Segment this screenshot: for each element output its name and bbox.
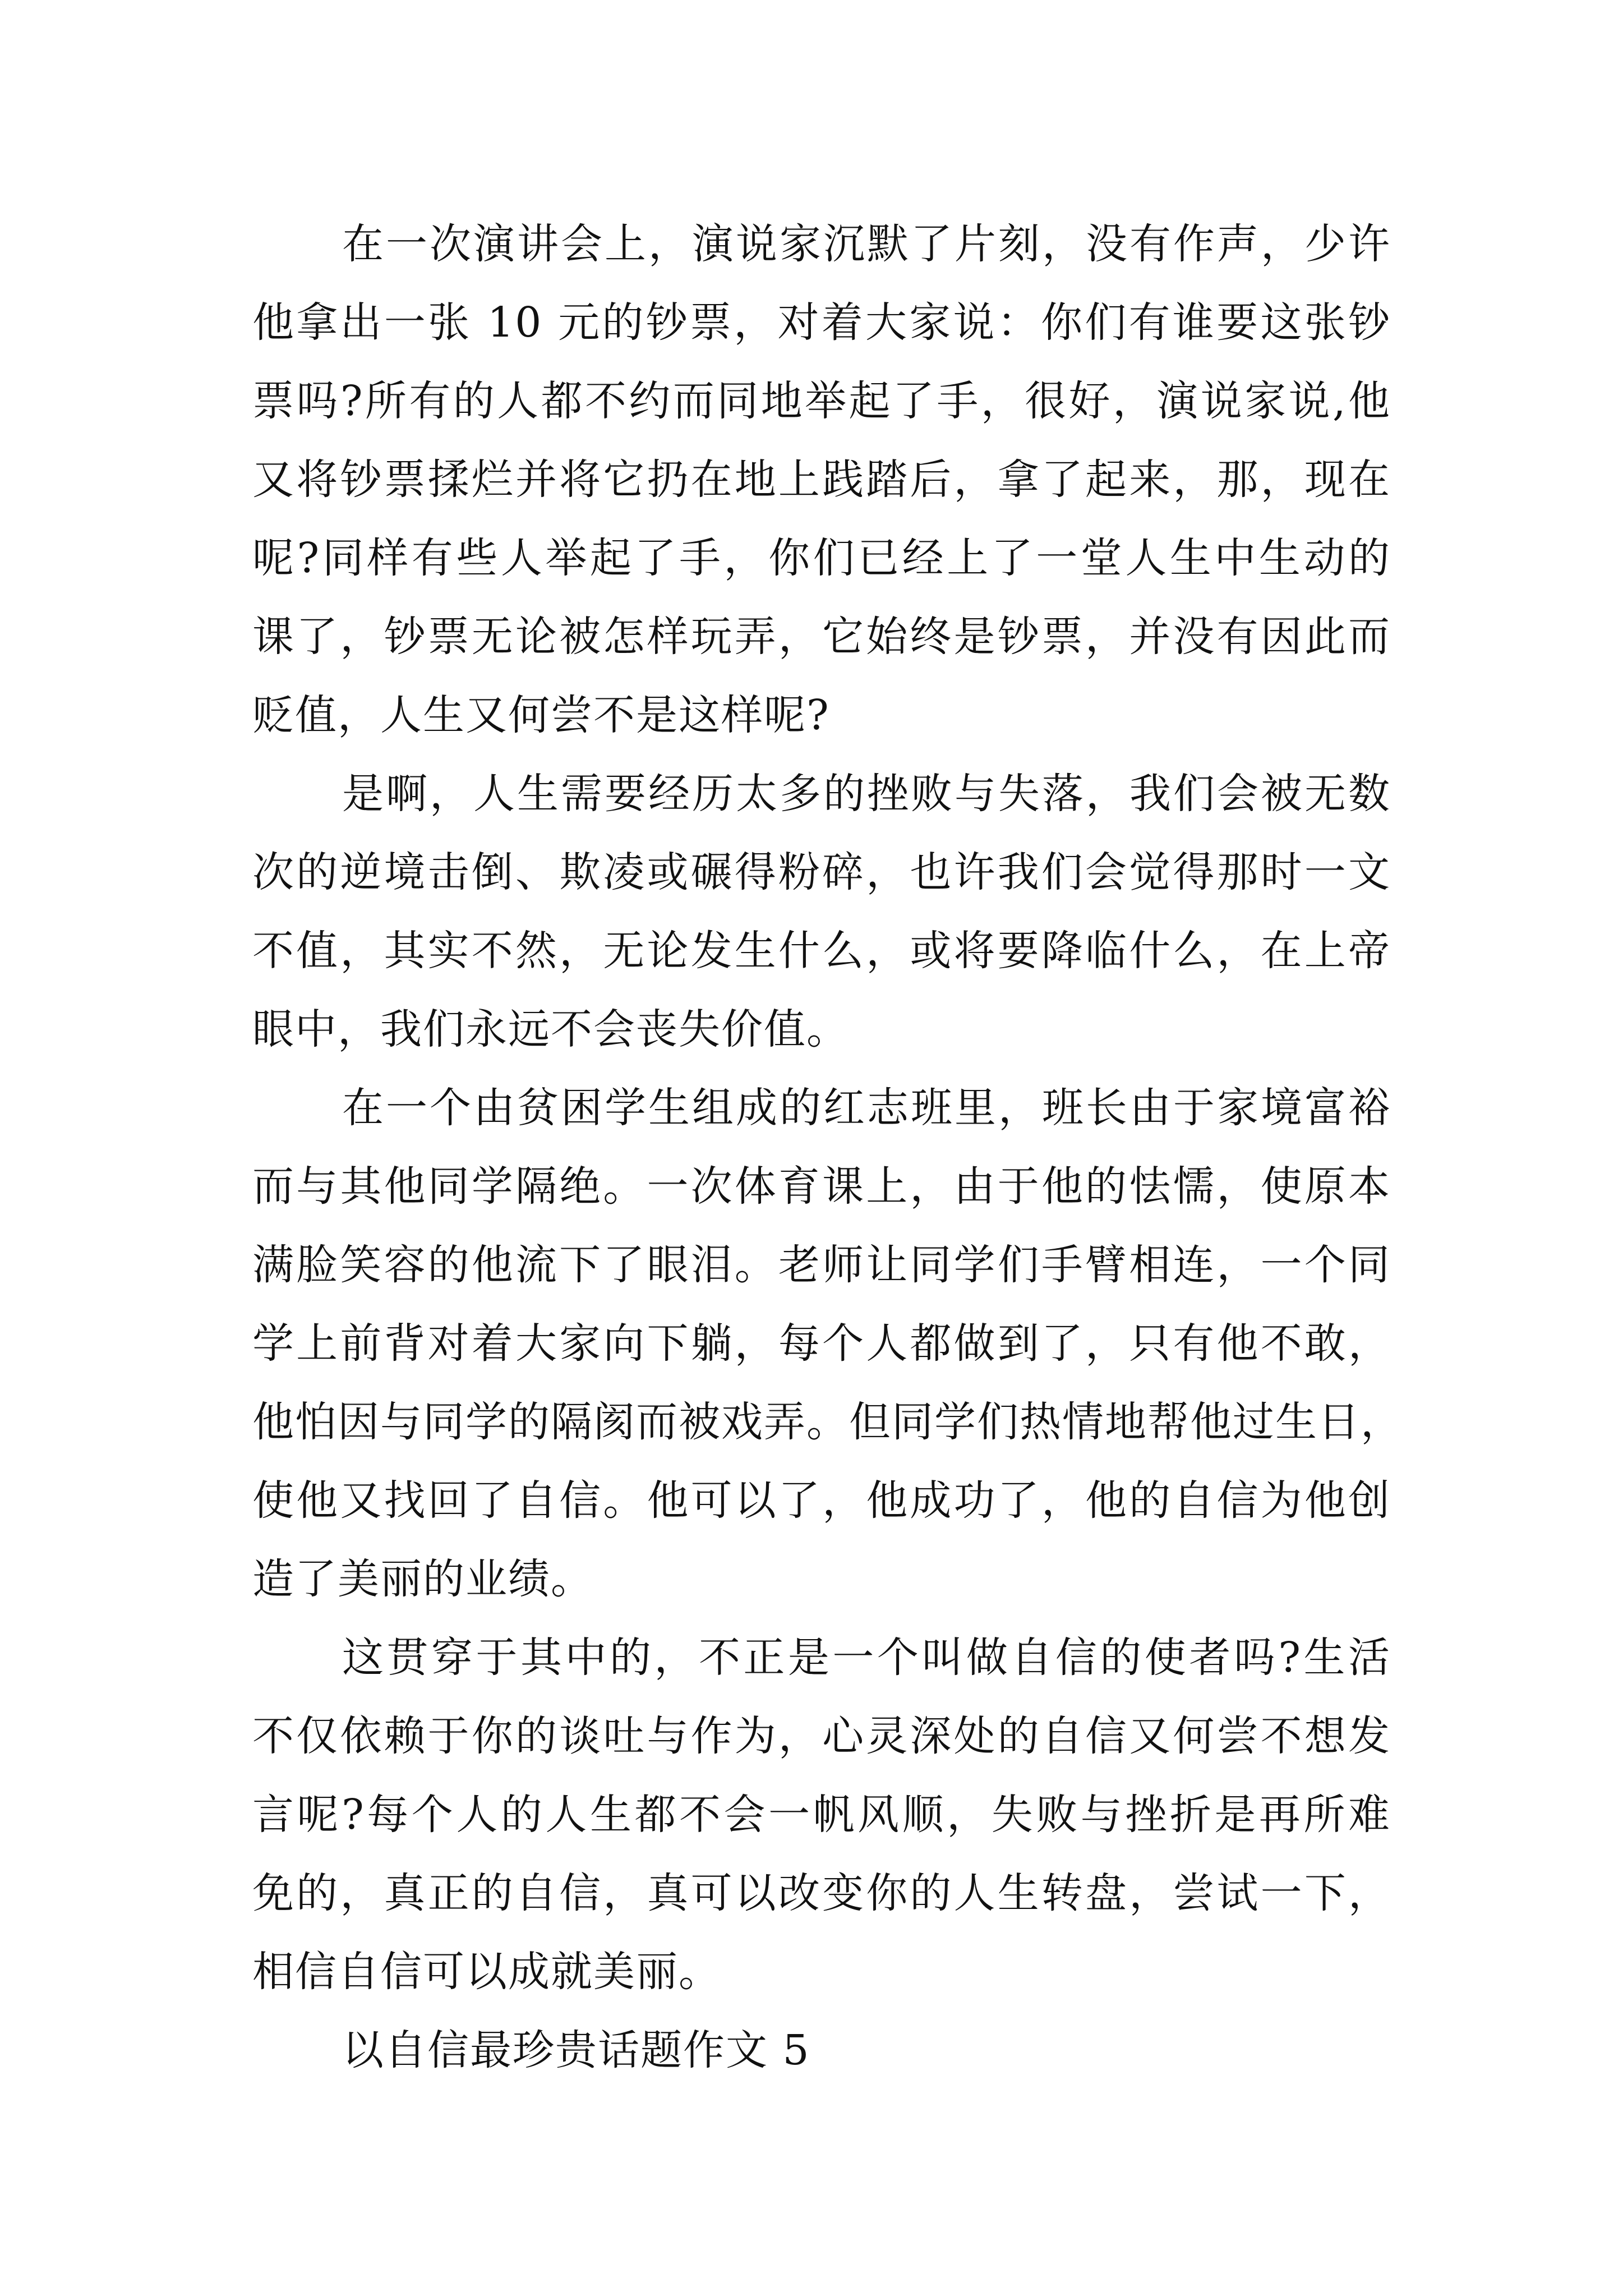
text-line: 满脸笑容的他流下了眼泪。老师让同学们手臂相连，一个同 [252,1241,1391,1289]
text-line: 使他又找回了自信。他可以了，他成功了，他的自信为他创 [252,1476,1391,1525]
text-line: 在一次演讲会上，演说家沉默了片刻，没有作声，少许 [342,220,1391,268]
text-line: 相信自信可以成就美丽。 [252,1948,721,1996]
text-line: 不值，其实不然，无论发生什么，或将要降临什么，在上帝 [252,927,1391,975]
text-line: 票吗?所有的人都不约而同地举起了手，很好，演说家说,他 [252,377,1391,425]
text-line: 不仅依赖于你的谈吐与作为，心灵深处的自信又何尝不想发 [252,1712,1391,1760]
section-title: 以自信最珍贵话题作文 5 [342,2026,810,2074]
text-line: 言呢?每个人的人生都不会一帆风顺，失败与挫折是再所难 [252,1791,1391,1839]
text-line: 他怕因与同学的隔阂而被戏弄。但同学们热情地帮他过生日， [252,1398,1403,1446]
text-line: 是啊，人生需要经历太多的挫败与失落，我们会被无数 [342,770,1391,818]
text-line: 他拿出一张 10 元的钞票，对着大家说：你们有谁要这张钞 [252,298,1391,347]
text-line: 眼中，我们永远不会丧失价值。 [252,1005,849,1053]
text-line: 在一个由贫困学生组成的红志班里，班长由于家境富裕 [342,1084,1391,1132]
text-line: 呢?同样有些人举起了手，你们已经上了一堂人生中生动的 [252,534,1391,582]
text-line: 贬值，人生又何尝不是这样呢? [252,691,830,739]
text-line: 次的逆境击倒、欺凌或碾得粉碎，也许我们会觉得那时一文 [252,848,1391,896]
text-line: 又将钞票揉烂并将它扔在地上践踏后，拿了起来，那，现在 [252,455,1391,504]
document-page [252,0,1403,2296]
text-line: 课了，钞票无论被怎样玩弄，它始终是钞票，并没有因此而 [252,613,1391,661]
text-line: 这贯穿于其中的，不正是一个叫做自信的使者吗?生活 [342,1634,1391,1682]
text-line: 而与其他同学隔绝。一次体育课上，由于他的怯懦，使原本 [252,1162,1391,1211]
text-line: 学上前背对着大家向下躺，每个人都做到了，只有他不敢， [252,1319,1391,1368]
text-line: 造了美丽的业绩。 [252,1555,593,1603]
text-line: 免的，真正的自信，真可以改变你的人生转盘，尝试一下， [252,1869,1391,1917]
